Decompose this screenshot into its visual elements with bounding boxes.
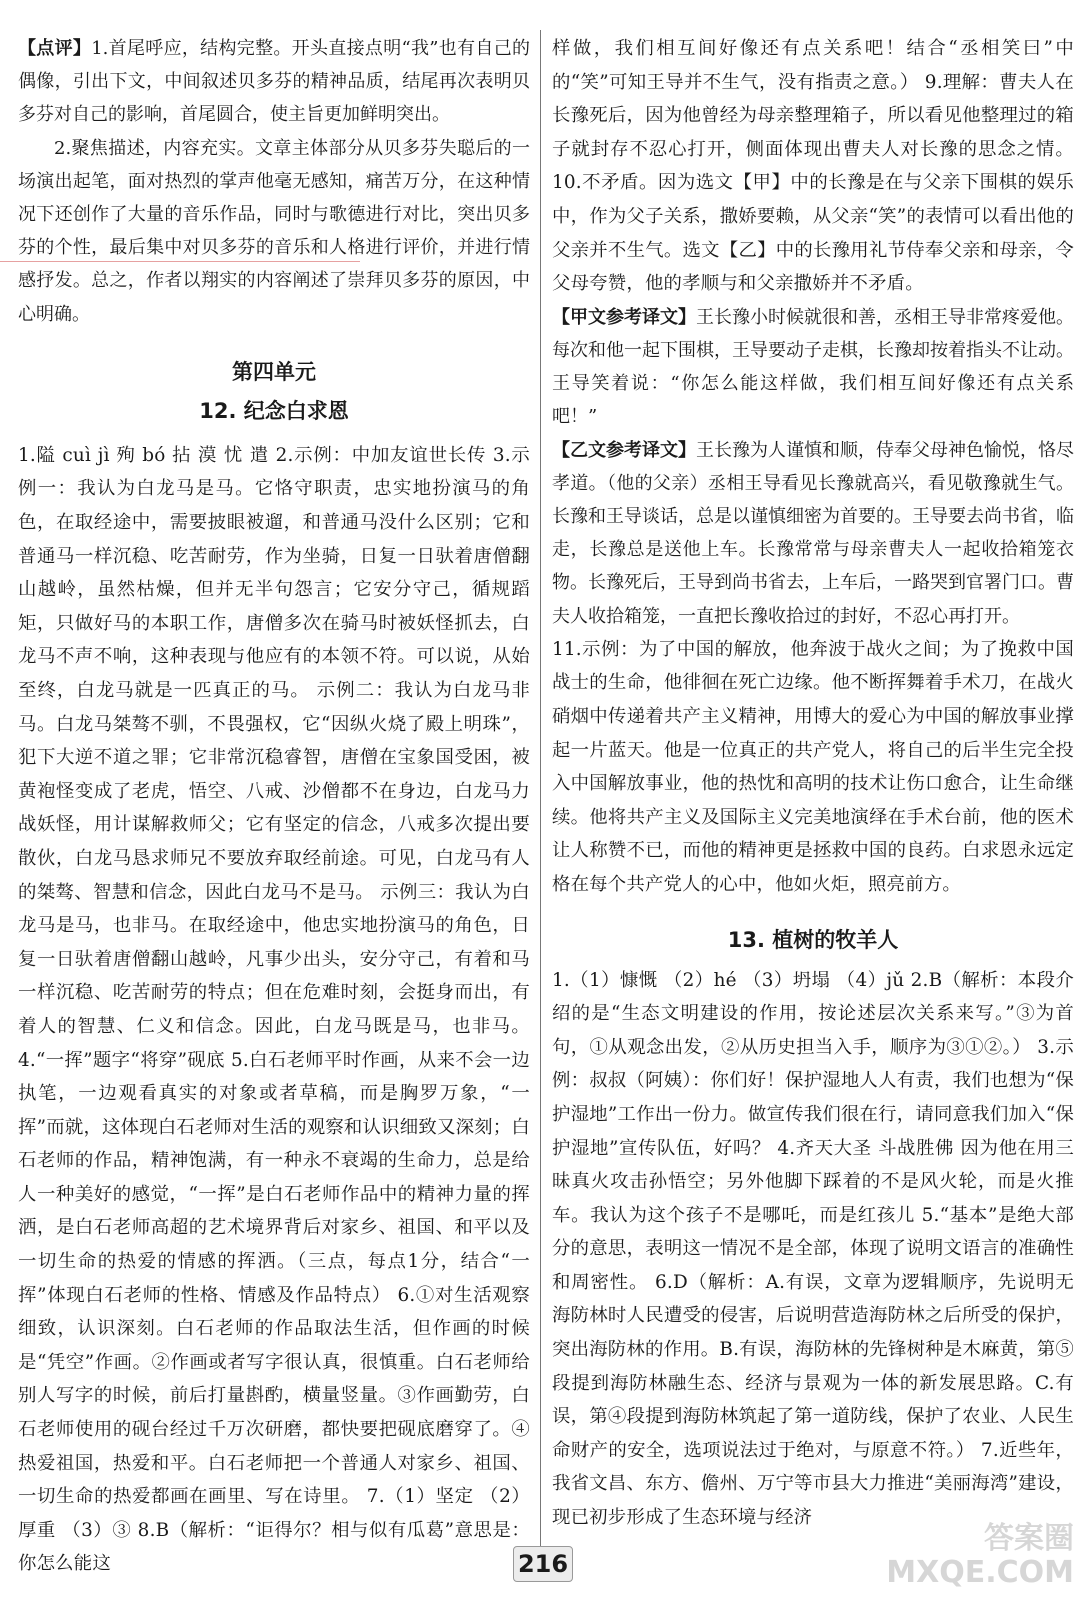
answer-11: 11.示例：为了中国的解放，他奔波于战火之间；为了挽救中国战士的生命，他徘徊在死亡边缘。他不断挥舞着手术刀，在战火硝烟中传递着共产主义精神，用博大的爱心为中国的解放事业撑起一片蓝天。他是一位真正的共产党人，将自己的后半生完全投入中国解放事业，他的热忱和高明的技术让伤口愈合，让生命继续。他将共产主义及国际主义完美地演绎在手术台前，他的医术让人称赞不已，而他的精神更是拯救中国的良药。白求恩永远定格在每个共产党人的心中，他如火炬，照亮前方。 [552, 638, 1074, 895]
comment-text-1: 1.首尾呼应，结构完整。开头直接点明“我”也有自己的偶像，引出下文，中间叙述贝多芬的精神品质，结尾再次表明贝多芬对自己的影响，首尾圆合，使主旨更加鲜明突出。 [18, 38, 530, 126]
column-divider [540, 30, 541, 1555]
lesson-13-answers: 1.（1）慷慨 （2）hé （3）坍塌 （4）jǔ 2.B（解析：本段介绍的是“生态文明建设的作用，按论述层次关系来写。”③为首句，①从观念出发，②从历史担当入手，顺序为③①②。） 3.示例：叔叔（阿姨）：你们好！保护湿地人人有责，我们也想为“保护湿地”工作出一份力。做宣传我们很在行，请同意我们加入“保护湿地”宣传队伍，好吗？ 4.齐天大圣 斗战胜佛 因为他在用三昧真火攻击孙悟空；另外他脚下踩着的不是风火轮，而是火推车。我认为这个孩子不是哪吒，而是红孩儿 5.“基本”是绝大部分的意思，表明这一情况不是全部，体现了说明文语言的准确性和周密性。 6.D（解析：A.有误，文章为逻辑顺序，先说明无海防林时人民遭受的侵害，后说明营造海防林之后所受的保护，突出海防林的作用。B.有误，海防林的先锋树种是木麻黄，第⑤段提到海防林融生态、经济与景观为一体的新发展思路。C.有误，第④段提到海防林筑起了第一道防线，保护了农业、人民生命财产的安全，选项说法过于绝对，与原意不符。） 7.近些年，我省文昌、东方、儋州、万宁等市县大力推进“美丽海湾”建设，现已初步形成了生态环境与经济 [552, 969, 1074, 1529]
answers-continued: 样做，我们相互间好像还有点关系吧！结合“丞相笑曰”中的“笑”可知王导并不生气，没有指责之意。） 9.理解：曹夫人在长豫死后，因为他曾经为母亲整理箱子，所以看见他整理过的箱子就封存不忍心打开，侧面体现出曹夫人对长豫的思念之情。 10.不矛盾。因为选文【甲】中的长豫是在与父亲下围棋的娱乐中，作为父子关系，撒娇要赖，从父亲“笑”的表情可以看出他的父亲并不生气。选文【乙】中的长豫用礼节侍奉父亲和母亲，令父母夸赞，他的孝顺与和父亲撒娇并不矛盾。 [552, 38, 1074, 295]
watermark-line-2: MXQE.COM [886, 1555, 1074, 1590]
translation-b-text: 王长豫为人谨慎和顺，侍奉父母神色愉悦，恪尽孝道。（他的父亲）丞相王导看见长豫就高兴，看见敬豫就生气。长豫和王导谈话，总是以谨慎细密为首要的。王导要去尚书省，临走，长豫总是送他上车。长豫常常与母亲曹夫人一起收拾箱笼衣物。长豫死后，王导到尚书省去，上车后，一路哭到官署门口。曹夫人收拾箱笼，一直把长豫收拾过的封好，不忍心再打开。 [552, 439, 1074, 627]
unit-title: 第四单元 [232, 359, 316, 384]
lesson-12-title: 12. 纪念白求恩 [199, 398, 349, 423]
lesson-12-answers: 1.隘 cuì jì 殉 bó 拈 漠 忧 遣 2.示例：中加友谊世长传 3.示例一：我认为白龙马是马。它恪守职责，忠实地扮演马的角色，在取经途中，需要披眼被遛，和普通马没什么区别；它和普通马一样沉稳、吃苦耐劳，作为坐骑，日复一日驮着唐僧翻山越岭，虽然枯燥，但并无半句怨言；它安分守己，循规蹈矩，只做好马的本职工作，唐僧多次在骑马时被妖怪抓去，白龙马不声不响，这种表现与他应有的本领不符。可以说，从始至终，白龙马就是一匹真正的马。 示例二：我认为白龙马非马。白龙马桀骜不驯，不畏强权，它“因纵火烧了殿上明珠”，犯下大逆不道之罪；它非常沉稳睿智，唐僧在宝象国受困，被黄袍怪变成了老虎，悟空、八戒、沙僧都不在身边，白龙马力战妖怪，用计谋解救师父；它有坚定的信念，八戒多次提出要散伙，白龙马恳求师兄不要放弃取经前途。可见，白龙马有人的桀骜、智慧和信念，因此白龙马不是马。 示例三：我认为白龙马是马，也非马。在取经途中，他忠实地扮演马的角色，日复一日驮着唐僧翻山越岭，凡事少出头，安分守己，有着和马一样沉稳、吃苦耐劳的特点；但在危难时刻，会挺身而出，有着人的智慧、仁义和信念。因此，白龙马既是马，也非马。 4.“一挥”题字“将穿”砚底 5.白石老师平时作画，从来不会一边执笔，一边观看真实的对象或者草稿，而是胸罗万象，“一挥”而就，这体现白石老师对生活的观察和认识细致又深刻；白石老师的作品，精神饱满，有一种永不衰竭的生命力，总是给人一种美好的感觉，“一挥”是白石老师作品中的精神力量的挥洒，是白石老师高超的艺术境界背后对家乡、祖国、和平以及一切生命的热爱的情感的挥洒。（三点，每点1分，结合“一挥”体现白石老师的性格、情感及作品特点） 6.①对生活观察细致，认识深刻。白石老师的作品取法生活，但作画的时候是“凭空”作画。②作画或者写字很认真，很慎重。白石老师给别人写字的时候，前后打量斟酌，横量竖量。③作画勤劳，白石老师使用的砚台经过千万次研磨，都快要把砚底磨穿了。④热爱祖国，热爱和平。白石老师把一个普通人对家乡、祖国、一切生命的热爱都画在画里、写在诗里。 7.（1）坚定 （2）厚重 （3）③ 8.B（解析：“讵得尔？相与似有瓜葛”意思是：你怎么能这 [18, 444, 530, 1575]
left-column [18, 32, 530, 1581]
comment-paragraph-1 [18, 32, 530, 132]
watermark-line-1: 答案圈 [984, 1521, 1074, 1556]
translation-b [552, 434, 1074, 633]
translation-a-tag: 【甲文参考译文】 [552, 306, 696, 328]
comment-paragraph-2: 2.聚焦描述，内容充实。文章主体部分从贝多芬失聪后的一场演出起笔，面对热烈的掌声他毫无感知，痛苦万分，在这种情况下还创作了大量的音乐作品，同时与歌德进行对比，突出贝多芬的个性，最后集中对贝多芬的音乐和人格进行评价，并进行情感抒发。总之，作者以翔实的内容阐述了崇拜贝多芬的原因，中心明确。 [18, 137, 530, 325]
lesson-13-title: 13. 植树的牧羊人 [727, 927, 899, 952]
right-column [552, 32, 1074, 1535]
translation-a [552, 301, 1074, 434]
translation-b-tag: 【乙文参考译文】 [552, 439, 696, 461]
comment-tag: 【点评】 [18, 38, 92, 59]
watermark-logo [862, 1522, 1074, 1592]
page-number: 216 [513, 1546, 573, 1582]
translation-a-text: 王长豫小时候就很和善，丞相王导非常疼爱他。每次和他一起下围棋，王导要动子走棋，长豫却按着指头不让动。王导笑着说：“你怎么能这样做，我们相互间好像还有点关系吧！” [552, 306, 1074, 428]
